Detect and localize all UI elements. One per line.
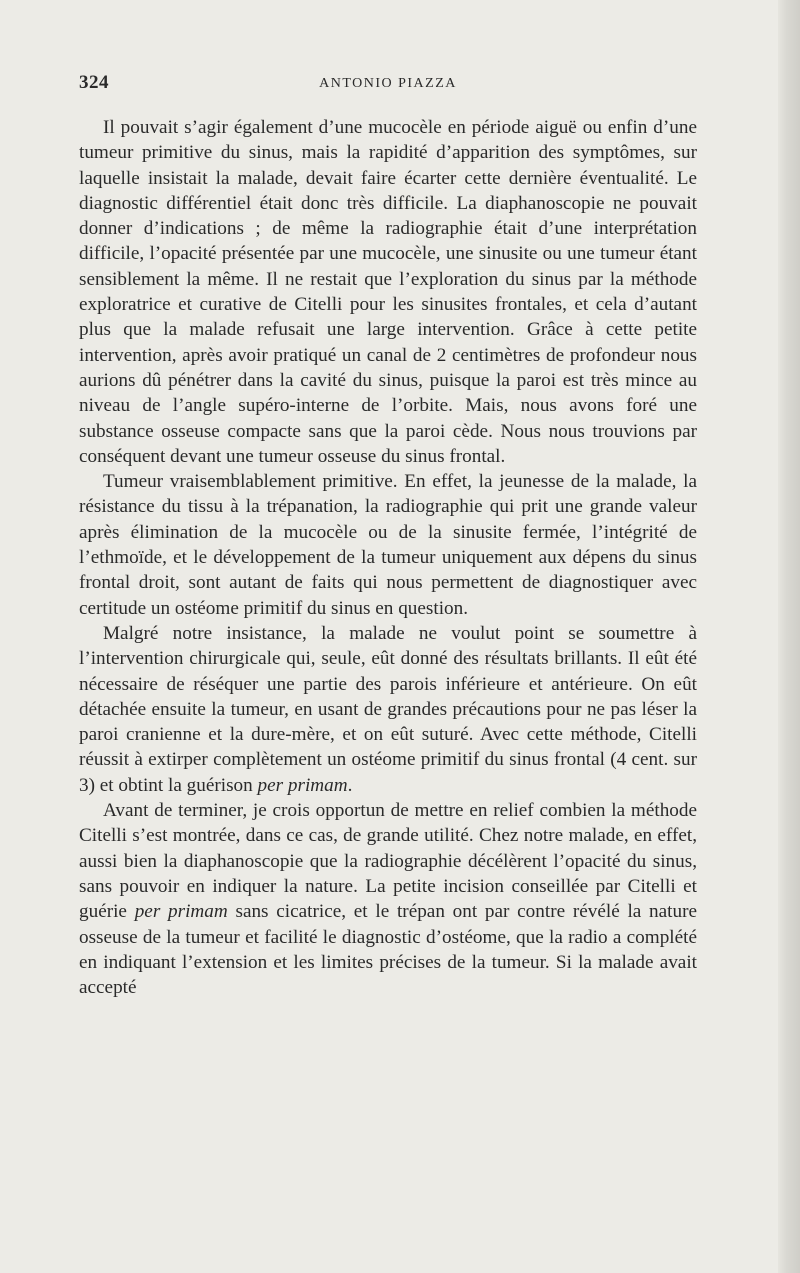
paragraph-4-italic: per primam [134, 901, 228, 923]
paragraph-3-text-end: . [347, 774, 353, 796]
page-number: 324 [79, 72, 109, 93]
page-edge-shadow [778, 0, 800, 1273]
paragraph-3-text: Malgré notre insistance, la malade ne voulut point se soumettre à l’intervention chirurgicale qui, seule, eût donné des résultats brillants. Il eût été nécessaire de réséquer une partie des parois inférieure et antérieure. On eût détachée ensuite la tumeur, en usant de grandes précautions pour ne pas léser la paroi cranienne et la dure-mère, et on eût suturé. Avec cette méthode, Citelli réussit à extirper complètement un ostéome primitif du sinus frontal (4 cent. sur 3) et obtint la guérison [79, 622, 697, 796]
paragraph-4-text-end: sans cicatrice, et le trépan ont par contre révélé la nature osseuse de la tumeur et facilité le diagnostic d’ostéome, que la radio a complété en indiquant l’extension et les limites précises de la tumeur. Si la malade avait accepté [79, 901, 697, 999]
paragraph-3 [79, 621, 697, 798]
paragraph-3-italic: per primam [257, 774, 348, 796]
body-text [79, 115, 697, 1000]
page-header [79, 72, 697, 102]
paragraph-4 [79, 798, 697, 1000]
paragraph-4-text: Avant de terminer, je crois opportun de mettre en relief combien la méthode Citelli s’est montrée, dans ce cas, de grande utilité. Chez notre malade, en effet, aussi bien la diaphanoscopie que la radiographie décélèrent l’opacité du sinus, sans pouvoir en indiquer la nature. La petite incision conseillée par Citelli et guérie [79, 800, 697, 923]
paragraph-1 [79, 115, 697, 469]
paragraph-1-text: Il pouvait s’agir également d’une mucocèle en période aiguë ou enfin d’une tumeur primitive du sinus, mais la rapidité d’apparition des symptômes, sur laquelle insistait la malade, devait faire écarter cette dernière éventualité. Le diagnostic différentiel était donc très difficile. La diaphanoscopie ne pouvait donner d’indications ; de même la radiographie était d’une interprétation difficile, l’opacité présentée par une mucocèle, une sinusite ou une tumeur étant sensiblement la même. Il ne restait que l’exploration du sinus par la méthode exploratrice et curative de Citelli pour les sinusites frontales, et cela d’autant plus que la malade refusait une large intervention. Grâce à cette petite intervention, après avoir pratiqué un canal de 2 centimètres de profondeur nous aurions dû pénétrer dans la cavité du sinus, puisque la paroi est très mince au niveau de l’angle supéro-interne de l’orbite. Mais, nous avons foré une substance osseuse compacte sans que la paroi cède. Nous nous trouvions par conséquent devant une tumeur osseuse du sinus frontal. [79, 117, 697, 467]
running-head: ANTONIO PIAZZA [319, 76, 457, 91]
paragraph-2-text: Tumeur vraisemblablement primitive. En effet, la jeunesse de la malade, la résistance du tissu à la trépanation, la radiographie qui prit une grande valeur après élimination de la mucocèle ou de la sinusite fermée, l’intégrité de l’ethmoïde, et le développement de la tumeur uniquement aux dépens du sinus frontal droit, sont autant de faits qui nous permettent de diagnostiquer avec certitude un ostéome primitif du sinus en question. [79, 471, 697, 619]
paragraph-2 [79, 469, 697, 621]
